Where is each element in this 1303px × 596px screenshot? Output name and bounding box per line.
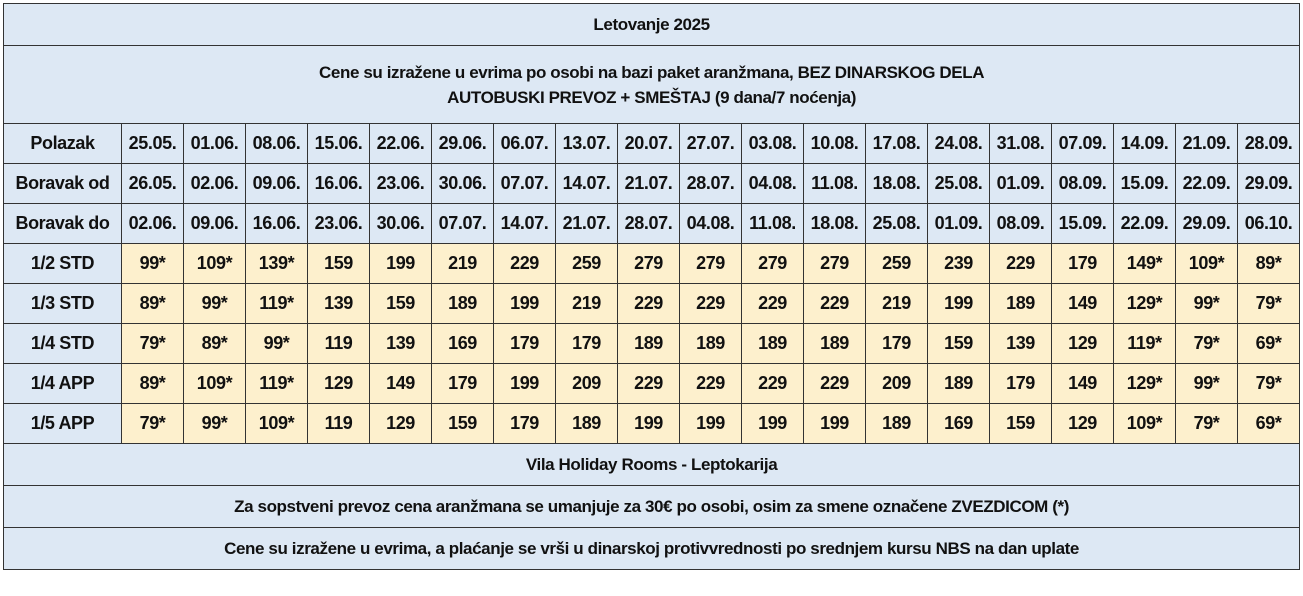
date-cell: 16.06. [246,204,308,244]
price-cell: 189 [866,404,928,444]
date-cell: 04.08. [742,164,804,204]
price-cell: 119* [246,284,308,324]
price-cell: 259 [866,244,928,284]
date-cell: 02.06. [122,204,184,244]
date-cell: 09.06. [246,164,308,204]
footer-row-note2 [4,528,1300,570]
price-cell: 129 [1052,324,1114,364]
subtitle-cell [4,46,1300,124]
price-cell: 199 [494,284,556,324]
price-cell: 199 [742,404,804,444]
date-cell: 21.07. [618,164,680,204]
hotel-name: Vila Holiday Rooms - Leptokarija [4,444,1300,486]
price-cell: 199 [680,404,742,444]
price-row [4,324,1300,364]
date-cell: 28.07. [680,164,742,204]
date-cell: 16.06. [308,164,370,204]
price-cell: 209 [866,364,928,404]
date-cell: 11.08. [742,204,804,244]
price-cell: 89* [122,364,184,404]
date-cell: 04.08. [680,204,742,244]
price-table [3,3,1300,570]
price-cell: 169 [432,324,494,364]
date-cell: 31.08. [990,124,1052,164]
price-cell: 229 [990,244,1052,284]
price-cell: 199 [370,244,432,284]
price-cell: 89* [1238,244,1300,284]
row-label: Polazak [4,124,122,164]
price-cell: 229 [618,364,680,404]
date-cell: 18.08. [804,204,866,244]
price-cell: 139 [990,324,1052,364]
price-cell: 139* [246,244,308,284]
date-cell: 29.09. [1176,204,1238,244]
date-cell: 08.06. [246,124,308,164]
price-cell: 229 [742,364,804,404]
title-row [4,4,1300,46]
price-cell: 189 [804,324,866,364]
price-cell: 159 [308,244,370,284]
price-cell: 179 [1052,244,1114,284]
price-cell: 229 [804,364,866,404]
price-cell: 99* [1176,364,1238,404]
date-cell: 09.06. [184,204,246,244]
date-cell: 08.09. [1052,164,1114,204]
date-cell: 07.07. [432,204,494,244]
price-cell: 179 [556,324,618,364]
date-cell: 14.07. [494,204,556,244]
date-cell: 15.06. [308,124,370,164]
date-cell: 28.07. [618,204,680,244]
date-cell: 25.08. [866,204,928,244]
date-cell: 28.09. [1238,124,1300,164]
table-footer-body [4,444,1300,570]
date-cell: 11.08. [804,164,866,204]
row-label: 1/4 STD [4,324,122,364]
date-cell: 21.09. [1176,124,1238,164]
price-cell: 219 [556,284,618,324]
price-cell: 99* [184,404,246,444]
subtitle-row [4,46,1300,124]
price-row [4,244,1300,284]
date-cell: 30.06. [432,164,494,204]
date-cell: 27.07. [680,124,742,164]
price-cell: 159 [990,404,1052,444]
date-cell: 25.05. [122,124,184,164]
price-cell: 79* [1238,284,1300,324]
price-cell: 119* [246,364,308,404]
price-row [4,404,1300,444]
price-cell: 129 [1052,404,1114,444]
row-label: Boravak do [4,204,122,244]
row-label: Boravak od [4,164,122,204]
date-cell: 07.07. [494,164,556,204]
price-cell: 229 [804,284,866,324]
row-label: 1/2 STD [4,244,122,284]
date-cell: 29.06. [432,124,494,164]
date-cell: 14.07. [556,164,618,204]
row-label: 1/5 APP [4,404,122,444]
price-cell: 219 [866,284,928,324]
date-cell: 10.08. [804,124,866,164]
date-cell: 29.09. [1238,164,1300,204]
price-cell: 99* [246,324,308,364]
price-cell: 119 [308,324,370,364]
price-cell: 69* [1238,404,1300,444]
date-cell: 13.07. [556,124,618,164]
date-cell: 03.08. [742,124,804,164]
price-cell: 99* [1176,284,1238,324]
price-cell: 159 [370,284,432,324]
price-cell: 199 [928,284,990,324]
date-cell: 23.06. [308,204,370,244]
price-cell: 149* [1114,244,1176,284]
price-cell: 219 [432,244,494,284]
date-cell: 06.07. [494,124,556,164]
date-cell: 01.09. [990,164,1052,204]
price-cell: 119 [308,404,370,444]
date-cell: 14.09. [1114,124,1176,164]
price-cell: 279 [742,244,804,284]
date-cell: 21.07. [556,204,618,244]
price-cell: 189 [556,404,618,444]
payment-note: Cene su izražene u evrima, a plaćanje se vrši u dinarskoj protivvrednosti po srednjem kursu NBS na dan uplate [4,528,1300,570]
date-cell: 17.08. [866,124,928,164]
price-cell: 89* [122,284,184,324]
date-cell: 22.09. [1176,164,1238,204]
date-cell: 07.09. [1052,124,1114,164]
price-row [4,364,1300,404]
price-cell: 189 [680,324,742,364]
date-cell: 20.07. [618,124,680,164]
price-cell: 199 [618,404,680,444]
table-title: Letovanje 2025 [4,4,1300,46]
date-cell: 06.10. [1238,204,1300,244]
subtitle-line-1: Cene su izražene u evrima po osobi na bazi paket aranžmana, BEZ DINARSKOG DELA [319,62,985,82]
price-cell: 129* [1114,364,1176,404]
price-cell: 179 [990,364,1052,404]
price-cell: 69* [1238,324,1300,364]
price-cell: 229 [680,364,742,404]
footer-row-hotel [4,444,1300,486]
date-cell: 22.09. [1114,204,1176,244]
price-cell: 229 [618,284,680,324]
date-cell: 23.06. [370,164,432,204]
price-cell: 159 [432,404,494,444]
price-cell: 79* [1176,324,1238,364]
price-cell: 189 [928,364,990,404]
price-row [4,284,1300,324]
date-cell: 15.09. [1052,204,1114,244]
date-cell: 25.08. [928,164,990,204]
price-cell: 179 [866,324,928,364]
price-cell: 209 [556,364,618,404]
price-cell: 239 [928,244,990,284]
price-cell: 99* [184,284,246,324]
price-cell: 79* [1176,404,1238,444]
price-cell: 119* [1114,324,1176,364]
footer-row-note1 [4,486,1300,528]
price-cell: 189 [432,284,494,324]
price-cell: 139 [308,284,370,324]
price-cell: 109* [184,244,246,284]
date-cell: 08.09. [990,204,1052,244]
price-cell: 89* [184,324,246,364]
price-cell: 109* [1176,244,1238,284]
price-cell: 79* [122,324,184,364]
price-cell: 189 [618,324,680,364]
price-cell: 189 [990,284,1052,324]
date-cell: 02.06. [184,164,246,204]
date-cell: 18.08. [866,164,928,204]
price-cell: 229 [680,284,742,324]
price-cell: 279 [804,244,866,284]
price-cell: 179 [432,364,494,404]
row-label: 1/4 APP [4,364,122,404]
price-cell: 189 [742,324,804,364]
price-cell: 109* [184,364,246,404]
price-cell: 179 [494,324,556,364]
price-cell: 169 [928,404,990,444]
price-cell: 99* [122,244,184,284]
transport-note: Za sopstveni prevoz cena aranžmana se umanjuje za 30€ po osobi, osim za smene označene ZVEZDICOM (*) [4,486,1300,528]
price-cell: 109* [246,404,308,444]
price-cell: 279 [618,244,680,284]
price-cell: 279 [680,244,742,284]
date-cell: 26.05. [122,164,184,204]
price-cell: 199 [804,404,866,444]
price-cell: 179 [494,404,556,444]
price-cell: 109* [1114,404,1176,444]
price-cell: 159 [928,324,990,364]
price-cell: 199 [494,364,556,404]
price-cell: 79* [122,404,184,444]
price-cell: 149 [1052,284,1114,324]
price-cell: 139 [370,324,432,364]
table-data-body [4,124,1300,444]
price-cell: 129* [1114,284,1176,324]
date-row [4,164,1300,204]
price-cell: 79* [1238,364,1300,404]
price-cell: 229 [742,284,804,324]
row-label: 1/3 STD [4,284,122,324]
date-cell: 24.08. [928,124,990,164]
price-cell: 259 [556,244,618,284]
date-row [4,124,1300,164]
subtitle-line-2: AUTOBUSKI PREVOZ + SMEŠTAJ (9 dana/7 noćenja) [447,87,856,107]
price-cell: 149 [1052,364,1114,404]
date-cell: 01.09. [928,204,990,244]
price-cell: 129 [308,364,370,404]
date-cell: 15.09. [1114,164,1176,204]
date-cell: 22.06. [370,124,432,164]
price-cell: 149 [370,364,432,404]
price-cell: 229 [494,244,556,284]
date-cell: 01.06. [184,124,246,164]
date-cell: 30.06. [370,204,432,244]
date-row [4,204,1300,244]
price-cell: 129 [370,404,432,444]
